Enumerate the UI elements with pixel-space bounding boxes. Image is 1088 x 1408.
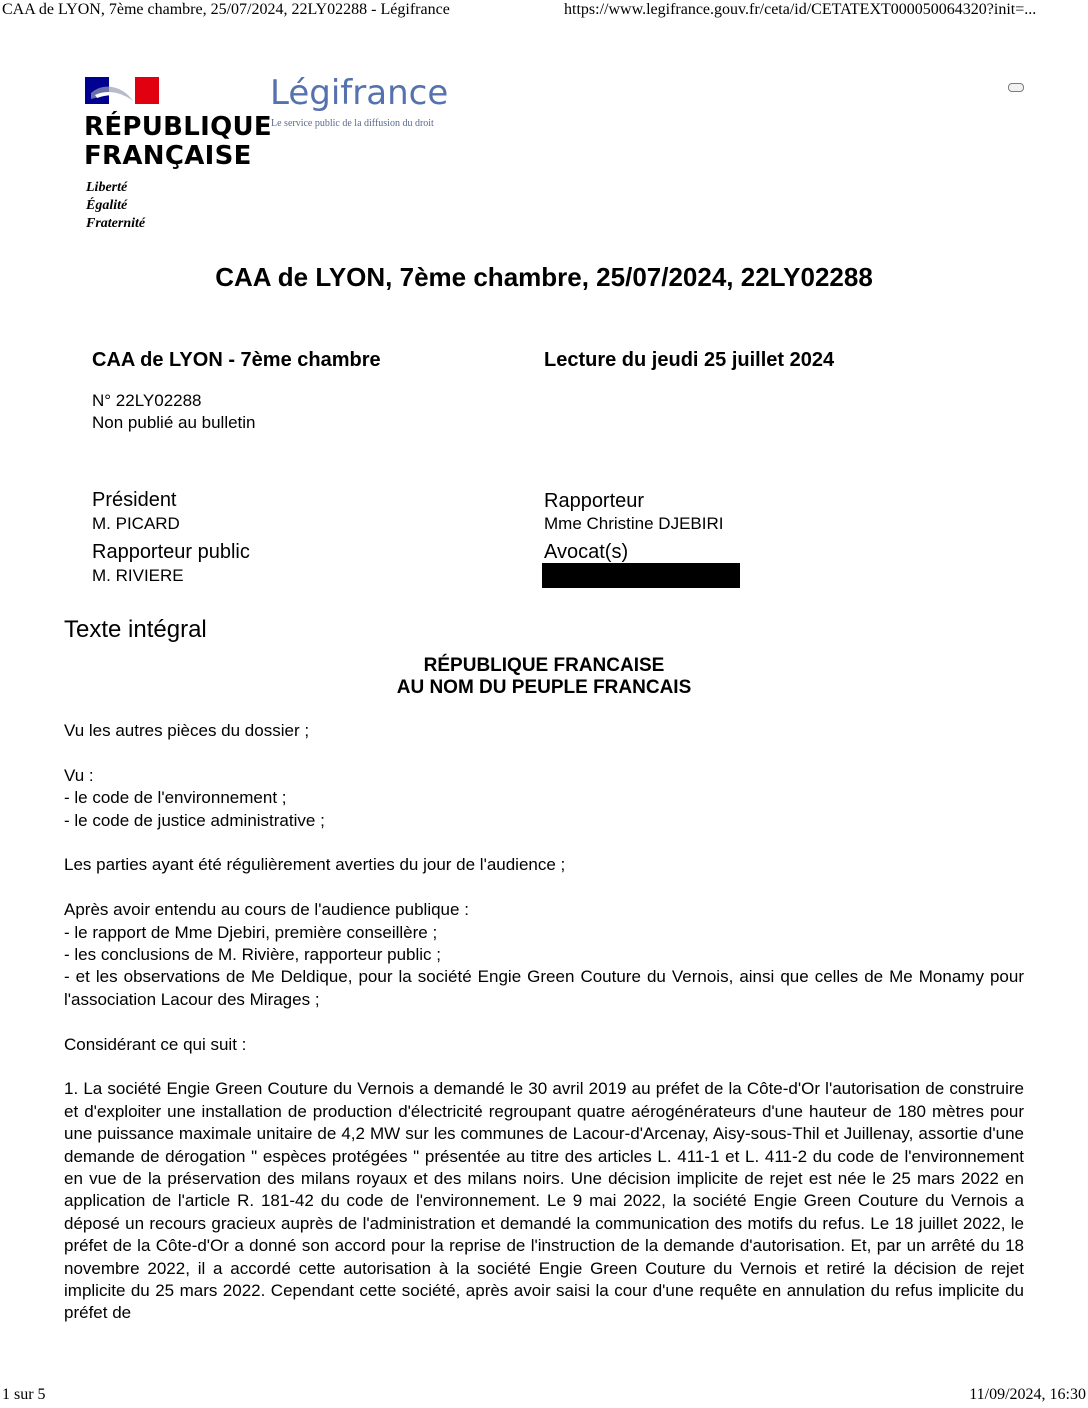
vu-item: - le code de l'environnement ; [64, 788, 287, 808]
motto-fraternite: Fraternité [86, 216, 146, 231]
paragraph-1: 1. La société Engie Green Couture du Vernois a demandé le 30 avril 2019 au préfet de la Côte-d'Or l'autorisation de construire et d'exploiter une installation de production d'électricité regroupant quatre aérogénérateurs d'une hauteur de 180 mètres pour une puissance maximale unitaire de 4,2 MW sur les communes de Lacour-d'Arcenay, Aisy-sous-Thil et Juillenay, assortie d'une demande de dérogation " espèces protégées " présentée au titre des articles L. 411-1 et L. 411-2 du code de l'environnement en vue de la préservation des milans royaux et des milans noirs. Une décision implicite de rejet est née le 25 mars 2022 en application de l'article R. 181-42 du code de l'environnement. Le 9 mai 2022, la société Engie Green Couture du Vernois a déposé un recours gracieux auprès de l'administration et demandé la communication des motifs du refus. Le 18 juillet 2022, le préfet de la Côte-d'Or a donné son accord pour la reprise de l'instruction de la demande d'autorisation. Et, par un arrêté du 18 novembre 2022, il a accordé cette autorisation à la société Engie Green Couture du Vernois et retiré la décision de rejet implicite du 25 mars 2022. Cependant cette société, après avoir saisi la cour d'une requête en annulation du refus implicite du préfet de [64, 1079, 1024, 1323]
public-rapporteur-label: Rapporteur public [92, 541, 250, 563]
paragraph-other-documents: Vu les autres pièces du dossier ; [64, 721, 310, 740]
republic-line-1: RÉPUBLIQUE [84, 112, 272, 142]
paragraph-parties: Les parties ayant été régulièrement averties du jour de l'audience ; [64, 855, 566, 875]
rapporteur-value: Mme Christine DJEBIRI [544, 514, 724, 533]
rapporteur-label: Rapporteur [544, 490, 645, 512]
reading-date: Lecture du jeudi 25 juillet 2024 [544, 349, 835, 371]
print-footer [0, 1384, 1088, 1408]
heading-line-2: AU NOM DU PEUPLE FRANCAIS [396, 677, 692, 698]
print-header [0, 0, 1088, 22]
vu-section [64, 765, 1024, 832]
vu-item: - le code de justice administrative ; [64, 810, 325, 830]
hearing-item: - les conclusions de M. Rivière, rapporteur public ; [64, 945, 441, 965]
republic-motto [86, 179, 145, 233]
publication-status: Non publié au bulletin [92, 413, 256, 432]
decision-body [64, 720, 1024, 1347]
hearing-section [64, 899, 1024, 1011]
court-chamber: CAA de LYON - 7ème chambre [92, 349, 381, 371]
legifrance-tagline: Le service public de la diffusion du droit [271, 118, 434, 129]
case-number: N° 22LY02288 [92, 391, 202, 410]
lawyers-label: Avocat(s) [544, 541, 629, 563]
page-number: 1 sur 5 [2, 1386, 46, 1403]
case-meta [92, 390, 256, 434]
considering-line: Considérant ce qui suit : [64, 1034, 247, 1054]
print-document-title: CAA de LYON, 7ème chambre, 25/07/2024, 22LY02288 - Légifrance [2, 1, 450, 18]
republic-line-2: FRANÇAISE [84, 141, 252, 171]
print-date: 11/09/2024, 16:30 [969, 1386, 1086, 1403]
hearing-intro: Après avoir entendu au cours de l'audience publique : [64, 900, 469, 920]
motto-liberte: Liberté [86, 180, 128, 195]
menu-toggle-button[interactable] [1008, 83, 1024, 92]
redacted-lawyer-names [542, 563, 740, 588]
marianne-flag-logo [85, 77, 159, 104]
hearing-item: - le rapport de Mme Djebiri, première conseillère ; [64, 922, 438, 942]
president-label: Président [92, 489, 177, 511]
public-rapporteur-value: M. RIVIERE [92, 566, 184, 585]
full-text-title: Texte intégral [64, 616, 207, 643]
legifrance-logo[interactable]: Légifrance [270, 73, 449, 113]
print-document-url[interactable]: https://www.legifrance.gouv.fr/ceta/id/CETATEXT000050064320?init=... [564, 1, 1037, 18]
hearing-item: - et les observations de Me Deldique, pour la société Engie Green Couture du Vernois, ainsi que celles de Me Monamy pour l'association Lacour des Mirages ; [64, 967, 1024, 1009]
vu-title: Vu : [64, 765, 94, 785]
heading-line-1: RÉPUBLIQUE FRANCAISE [423, 655, 665, 676]
page-title: CAA de LYON, 7ème chambre, 25/07/2024, 22LY02288 [215, 262, 873, 292]
president-value: M. PICARD [92, 514, 180, 533]
decision-heading [0, 655, 1088, 699]
motto-egalite: Égalité [86, 198, 128, 213]
republique-francaise-wordmark[interactable] [84, 113, 272, 171]
